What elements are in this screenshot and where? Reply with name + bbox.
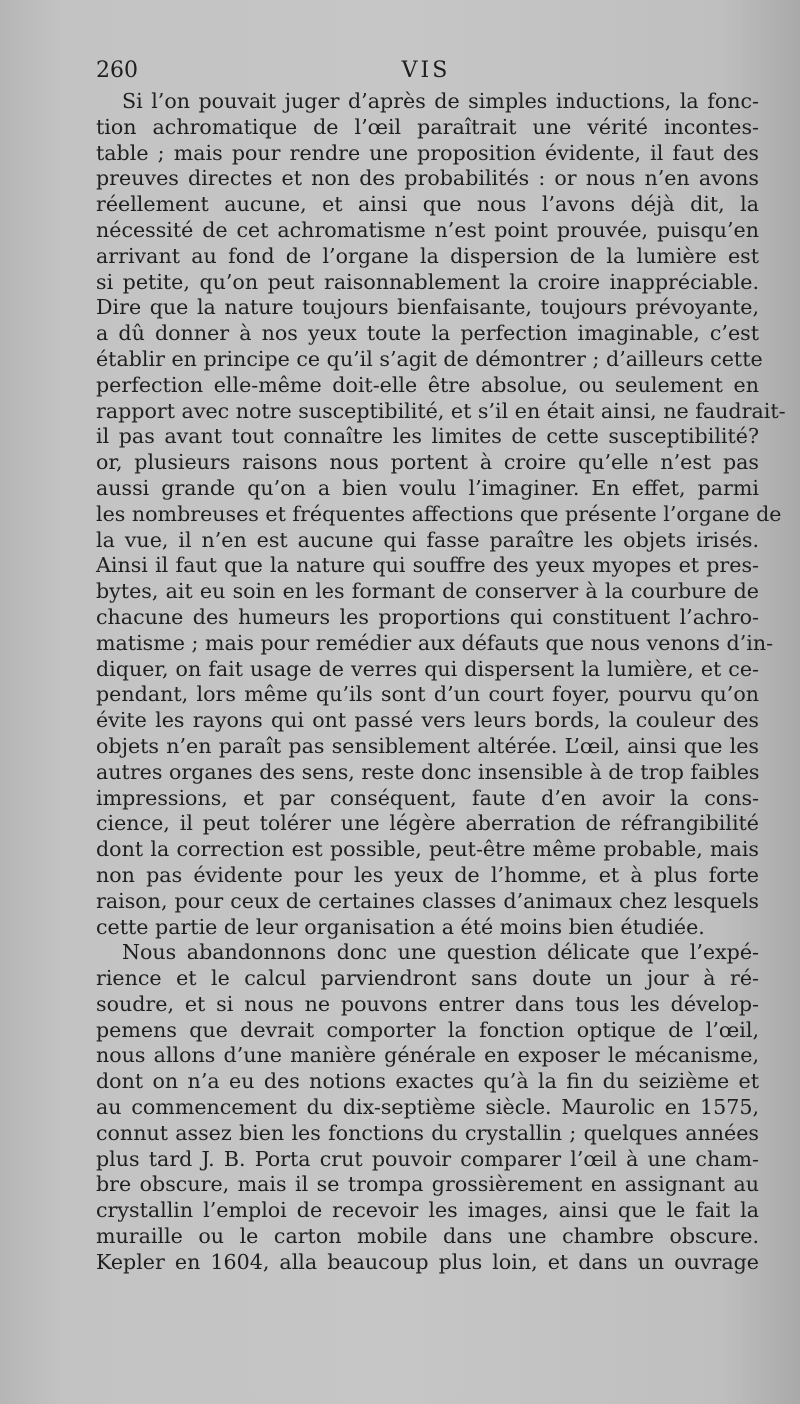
text-line: rapport avec notre susceptibilité, et s’il en était ainsi, ne faudrait- bbox=[96, 398, 786, 423]
text-line: soudre, et si nous ne pouvons entrer dans tous les dévelop- bbox=[96, 991, 759, 1016]
text-line: au commencement du dix-septième siècle. Maurolic en 1575, bbox=[96, 1095, 759, 1120]
text-line: dont on n’a eu des notions exactes qu’à la fin du seizième et bbox=[96, 1069, 759, 1094]
text-line: objets n’en paraît pas sensiblement altérée. L’œil, ainsi que les bbox=[96, 733, 759, 758]
paragraph bbox=[96, 89, 786, 940]
text-line: crystallin l’emploi de recevoir les images, ainsi que le fait la bbox=[96, 1198, 759, 1223]
text-line: plus tard J. B. Porta crut pouvoir comparer l’œil à une cham- bbox=[96, 1146, 759, 1171]
paragraph bbox=[96, 940, 759, 1275]
text-line: diquer, on fait usage de verres qui dispersent la lumière, et ce- bbox=[96, 656, 759, 681]
text-line: Kepler en 1604, alla beaucoup plus loin, et dans un ouvrage bbox=[96, 1249, 759, 1274]
text-line: raison, pour ceux de certaines classes d’animaux chez lesquels bbox=[96, 888, 759, 913]
text-line: nous allons d’une manière générale en exposer le mécanisme, bbox=[96, 1043, 759, 1068]
text-line: il pas avant tout connaître les limites de cette susceptibilité? bbox=[96, 424, 759, 449]
text-line: arrivant au fond de l’organe la dispersion de la lumière est bbox=[96, 243, 759, 268]
text-line: évite les rayons qui ont passé vers leurs bords, la couleur des bbox=[96, 708, 759, 733]
text-line: connut assez bien les fonctions du crystallin ; quelques années bbox=[96, 1120, 759, 1145]
text-line: réellement aucune, et ainsi que nous l’avons déjà dit, la bbox=[96, 192, 759, 217]
text-line: établir en principe ce qu’il s’agit de démontrer ; d’ailleurs cette bbox=[96, 346, 763, 371]
page-number: 260 bbox=[96, 58, 138, 83]
text-line: matisme ; mais pour remédier aux défauts que nous venons d’in- bbox=[96, 630, 774, 655]
text-line: pendant, lors même qu’ils sont d’un court foyer, pourvu qu’on bbox=[96, 682, 759, 707]
text-line: la vue, il n’en est aucune qui fasse paraître les objets irisés. bbox=[96, 527, 759, 552]
text-line: dont la correction est possible, peut-être même probable, mais bbox=[96, 837, 759, 862]
text-line: perfection elle-même doit-elle être absolue, ou seulement en bbox=[96, 372, 759, 397]
page-header bbox=[96, 58, 756, 88]
text-line: cience, il peut tolérer une légère aberration de réfrangibilité bbox=[96, 811, 759, 836]
text-line: bytes, ait eu soin en les formant de conserver à la courbure de bbox=[96, 579, 759, 604]
text-line: Si l’on pouvait juger d’après de simples inductions, la fonc- bbox=[122, 89, 759, 113]
text-line: impressions, et par conséquent, faute d’en avoir la cons- bbox=[96, 785, 759, 810]
text-line: a dû donner à nos yeux toute la perfection imaginable, c’est bbox=[96, 321, 759, 346]
text-line: table ; mais pour rendre une proposition évidente, il faut des bbox=[96, 140, 759, 165]
text-line: tion achromatique de l’œil paraîtrait une vérité incontes- bbox=[96, 114, 759, 139]
text-line: autres organes des sens, reste donc insensible à de trop faibles bbox=[96, 759, 760, 784]
text-line: si petite, qu’on peut raisonnablement la croire inappréciable. bbox=[96, 269, 759, 294]
text-line: nécessité de cet achromatisme n’est point prouvée, puisqu’en bbox=[96, 217, 759, 242]
text-line: bre obscure, mais il se trompa grossièrement en assignant au bbox=[96, 1172, 759, 1197]
text-line: les nombreuses et fréquentes affections que présente l’organe de bbox=[96, 501, 782, 526]
text-line: non pas évidente pour les yeux de l’homme, et à plus forte bbox=[96, 862, 759, 887]
text-line: Nous abandonnons donc une question délicate que l’expé- bbox=[122, 940, 759, 965]
text-line: Dire que la nature toujours bienfaisante, toujours prévoyante, bbox=[96, 295, 759, 320]
text-line: chacune des humeurs les proportions qui constituent l’achro- bbox=[96, 604, 759, 629]
text-line: or, plusieurs raisons nous portent à croire qu’elle n’est pas bbox=[96, 450, 759, 475]
running-head: VIS bbox=[401, 58, 451, 83]
text-line: muraille ou le carton mobile dans une chambre obscure. bbox=[96, 1224, 759, 1249]
text-line: preuves directes et non des probabilités : or nous n’en avons bbox=[96, 166, 759, 191]
text-line: rience et le calcul parviendront sans doute un jour à ré- bbox=[96, 966, 759, 991]
text-line: Ainsi il faut que la nature qui souffre des yeux myopes et pres- bbox=[96, 553, 759, 578]
text-line: aussi grande qu’on a bien voulu l’imaginer. En effet, parmi bbox=[96, 475, 759, 500]
body-text bbox=[96, 89, 786, 1276]
text-line: pemens que devrait comporter la fonction optique de l’œil, bbox=[96, 1017, 759, 1042]
text-line: cette partie de leur organisation a été moins bien étudiée. bbox=[96, 914, 705, 939]
